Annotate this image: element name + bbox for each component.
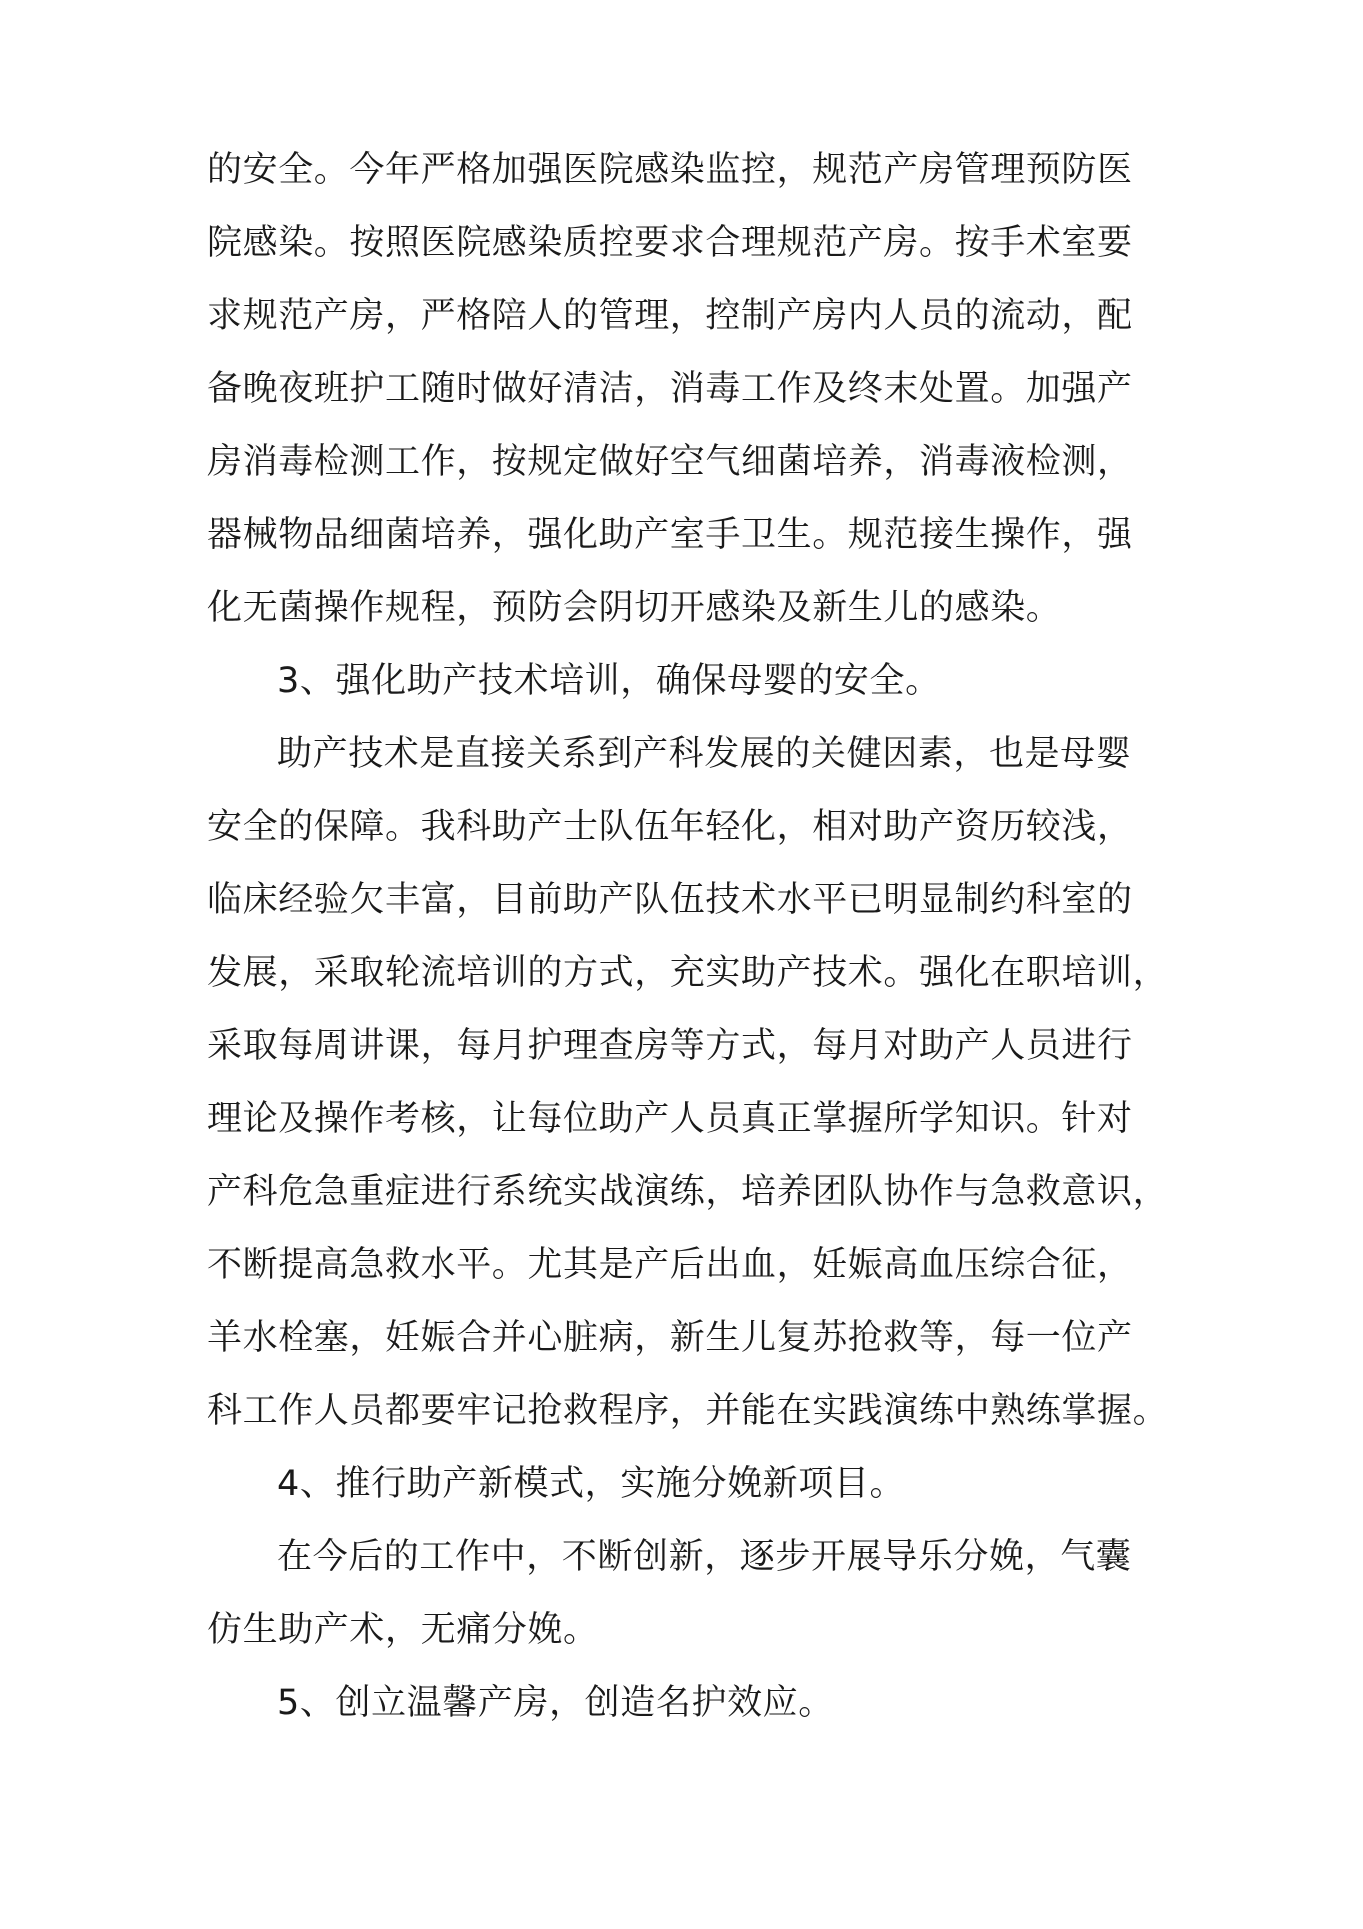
text-line: 安全的保障。我科助产士队伍年轻化，相对助产资历较浅， — [207, 807, 1133, 847]
text-line: 求规范产房，严格陪人的管理，控制产房内人员的流动，配 — [207, 296, 1133, 336]
text-line: 科工作人员都要牢记抢救程序，并能在实践演练中熟练掌握。 — [207, 1391, 1169, 1431]
text-line: 房消毒检测工作，按规定做好空气细菌培养，消毒液检测， — [207, 442, 1133, 482]
text-line: 备晚夜班护工随时做好清洁，消毒工作及终末处置。加强产 — [207, 369, 1133, 409]
section-heading-3: 3、强化助产技术培训，确保母婴的安全。 — [277, 661, 941, 701]
text-line: 器械物品细菌培养，强化助产室手卫生。规范接生操作，强 — [207, 515, 1133, 555]
text-line: 助产技术是直接关系到产科发展的关健因素，也是母婴 — [277, 734, 1132, 774]
text-line: 仿生助产术，无痛分娩。 — [207, 1610, 599, 1650]
section-heading-5: 5、创立温馨产房，创造名护效应。 — [277, 1683, 834, 1723]
text-line: 的安全。今年严格加强医院感染监控，规范产房管理预防医 — [207, 150, 1133, 190]
text-line: 院感染。按照医院感染质控要求合理规范产房。按手术室要 — [207, 223, 1133, 263]
text-line: 采取每周讲课，每月护理查房等方式，每月对助产人员进行 — [207, 1026, 1133, 1066]
text-line: 化无菌操作规程，预防会阴切开感染及新生儿的感染。 — [207, 588, 1062, 628]
body-text — [207, 134, 1177, 1740]
text-line: 在今后的工作中，不断创新，逐步开展导乐分娩，气囊 — [277, 1537, 1132, 1577]
text-line: 羊水栓塞，妊娠合并心脏病，新生儿复苏抢救等，每一位产 — [207, 1318, 1133, 1358]
text-line: 理论及操作考核，让每位助产人员真正掌握所学知识。针对 — [207, 1099, 1133, 1139]
section-heading-4: 4、推行助产新模式，实施分娩新项目。 — [277, 1464, 906, 1504]
text-line: 产科危急重症进行系统实战演练，培养团队协作与急救意识， — [207, 1172, 1169, 1212]
text-line: 发展，采取轮流培训的方式，充实助产技术。强化在职培训， — [207, 953, 1169, 993]
text-line: 不断提高急救水平。尤其是产后出血，妊娠高血压综合征， — [207, 1245, 1133, 1285]
text-line: 临床经验欠丰富，目前助产队伍技术水平已明显制约科室的 — [207, 880, 1133, 920]
